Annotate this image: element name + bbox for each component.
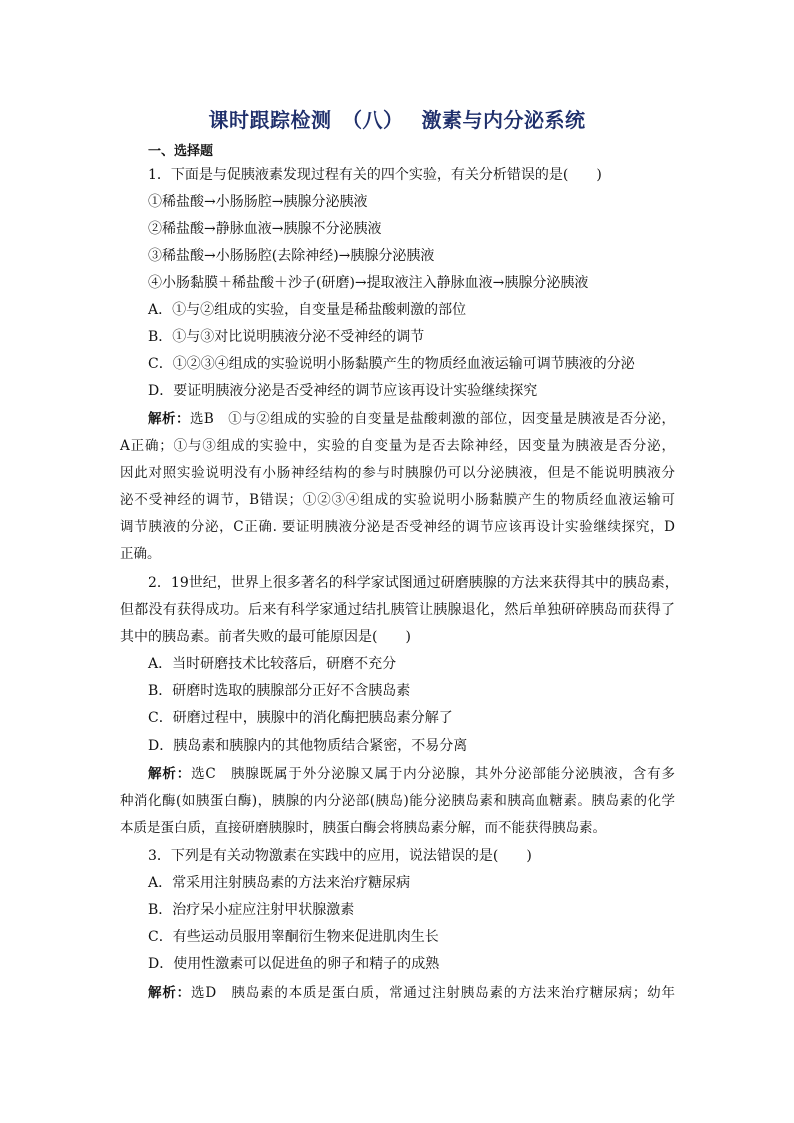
solution-label: 解析： (148, 985, 192, 1001)
question-3-option: D．使用性激素可以促进鱼的卵子和精子的成熟 (148, 956, 440, 972)
question-2-option: B．研磨时选取的胰腺部分正好不含胰岛素 (148, 683, 411, 699)
question-2-stem-line: 但都没有获得成功。后来有科学家通过结扎胰管让胰腺退化，然后单独研碎胰岛而获得了 (120, 602, 675, 618)
question-1-option: B．①与③对比说明胰液分泌不受神经的调节 (148, 329, 425, 345)
question-1-item: ①稀盐酸→小肠肠腔→胰腺分泌胰液 (148, 194, 368, 210)
question-2-stem-line: 2．19世纪，世界上很多著名的科学家试图通过研磨胰腺的方法来获得其中的胰岛素， (148, 575, 679, 591)
question-1-solution-line: 调节胰液的分泌，C正确. 要证明胰液分泌是否受神经的调节应该再设计实验继续探究，D (120, 519, 675, 535)
question-2-solution-line: 解析：选C 胰腺既属于外分泌腺又属于内分泌腺，其外分泌部能分泌胰液，含有多 (148, 766, 675, 782)
question-2-stem-line: 其中的胰岛素。前者失败的最可能原因是( ) (120, 629, 411, 645)
question-1-option: A．①与②组成的实验，自变量是稀盐酸刺激的部位 (148, 302, 467, 318)
solution-label: 解析： (148, 766, 192, 782)
section-heading: 一、选择题 (148, 144, 214, 159)
page-title: 课时跟踪检测 （八） 激素与内分泌系统 (208, 108, 586, 132)
question-1-solution-line: 正确。 (120, 546, 161, 562)
question-1-solution-line: 泌不受神经的调节，B错误；①②③④组成的实验说明小肠黏膜产生的物质经血液运输可 (120, 492, 675, 508)
solution-label: 解析： (148, 411, 190, 427)
question-2-option: A．当时研磨技术比较落后，研磨不充分 (148, 656, 397, 672)
question-1-option: D．要证明胰液分泌是否受神经的调节应该再设计实验继续探究 (148, 383, 538, 399)
question-1-solution-line: 因此对照实验说明没有小肠神经结构的参与时胰腺仍可以分泌胰液，但是不能说明胰液分 (120, 465, 675, 481)
question-2-option: C．研磨过程中，胰腺中的消化酶把胰岛素分解了 (148, 710, 453, 726)
question-2-solution-line: 种消化酶(如胰蛋白酶)，胰腺的内分泌部(胰岛)能分泌胰岛素和胰高血糖素。胰岛素的化学 (120, 793, 675, 809)
question-1-option: C．①②③④组成的实验说明小肠黏膜产生的物质经血液运输可调节胰液的分泌 (148, 356, 635, 372)
question-3-option: A．常采用注射胰岛素的方法来治疗糖尿病 (148, 875, 411, 891)
question-3-stem: 3．下列是有关动物激素在实践中的应用，说法错误的是( ) (148, 848, 532, 864)
question-1-item: ④小肠黏膜＋稀盐酸＋沙子(研磨)→提取液注入静脉血液→胰腺分泌胰液 (148, 275, 589, 291)
question-3-option: B．治疗呆小症应注射甲状腺激素 (148, 902, 355, 918)
question-2-solution-line: 本质是蛋白质，直接研磨胰腺时，胰蛋白酶会将胰岛素分解，而不能获得胰岛素。 (120, 820, 606, 836)
question-1-item: ③稀盐酸→小肠肠腔(去除神经)→胰腺分泌胰液 (148, 248, 435, 264)
question-1-item: ②稀盐酸→静脉血液→胰腺不分泌胰液 (148, 221, 382, 237)
question-3-solution-line: 解析：选D 胰岛素的本质是蛋白质，常通过注射胰岛素的方法来治疗糖尿病；幼年 (148, 985, 675, 1001)
question-1-solution-line: 解析：选B ①与②组成的实验的自变量是盐酸刺激的部位，因变量是胰液是否分泌， (148, 411, 676, 427)
question-3-option: C．有些运动员服用睾酮衍生物来促进肌肉生长 (148, 929, 439, 945)
question-2-option: D．胰岛素和胰腺内的其他物质结合紧密，不易分离 (148, 738, 468, 754)
question-1-stem: 1．下面是与促胰液素发现过程有关的四个实验，有关分析错误的是( ) (148, 167, 602, 183)
question-1-solution-line: A正确；①与③组成的实验中，实验的自变量为是否去除神经，因变量为胰液是否分泌， (120, 438, 675, 454)
